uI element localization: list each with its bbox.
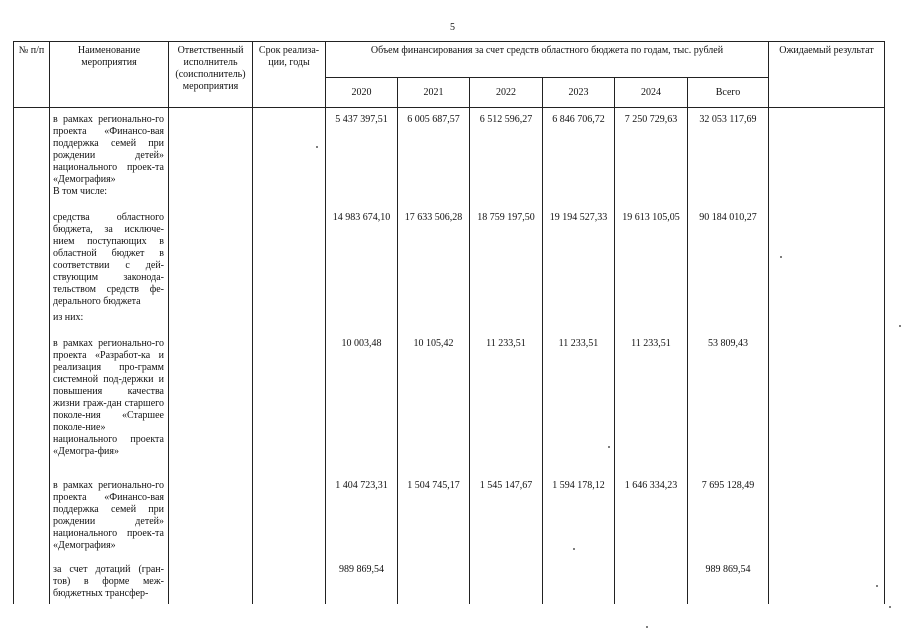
row-name: в рамках регионально-го проекта «Финансо-вая поддержка семей при рождении детей» национального проек-та «Демография» xyxy=(50,476,169,558)
header-funding: Объем финансирования за счет средств областного бюджета по годам, тыс. рублей xyxy=(326,42,769,78)
value-cell xyxy=(615,558,688,604)
value-cell: 1 404 723,31 xyxy=(326,476,398,558)
value-cell: 11 233,51 xyxy=(543,334,615,476)
scan-speck xyxy=(780,256,782,258)
header-year-2020: 2020 xyxy=(326,78,398,108)
header-total: Всего xyxy=(688,78,769,108)
value-cell: 19 613 105,05 xyxy=(615,208,688,312)
value-cell: 989 869,54 xyxy=(688,558,769,604)
scan-speck xyxy=(573,548,575,550)
value-cell: 7 250 729,63 xyxy=(615,108,688,187)
value-cell: 1 646 334,23 xyxy=(615,476,688,558)
funding-table xyxy=(13,41,885,604)
header-result: Ожидаемый результат xyxy=(769,42,885,108)
value-cell: 10 105,42 xyxy=(398,334,470,476)
value-cell: 6 846 706,72 xyxy=(543,108,615,187)
scan-speck xyxy=(316,146,318,148)
scan-speck xyxy=(876,585,878,587)
page-number: 5 xyxy=(450,22,455,33)
value-cell: 19 194 527,33 xyxy=(543,208,615,312)
value-cell xyxy=(470,558,543,604)
scan-speck xyxy=(646,626,648,628)
row-name: В том числе: xyxy=(50,186,169,208)
table-row xyxy=(14,476,885,558)
value-cell: 18 759 197,50 xyxy=(470,208,543,312)
row-name: из них: xyxy=(50,312,169,334)
table-row xyxy=(14,108,885,187)
table-row xyxy=(14,558,885,604)
value-cell: 53 809,43 xyxy=(688,334,769,476)
value-cell: 989 869,54 xyxy=(326,558,398,604)
header-year-2021: 2021 xyxy=(398,78,470,108)
value-cell: 90 184 010,27 xyxy=(688,208,769,312)
scan-speck xyxy=(889,606,891,608)
header-year-2024: 2024 xyxy=(615,78,688,108)
header-responsible: Ответственный исполнитель (соисполнитель) мероприятия xyxy=(169,42,253,108)
value-cell: 6 512 596,27 xyxy=(470,108,543,187)
table-row xyxy=(14,186,885,208)
value-cell xyxy=(543,558,615,604)
value-cell xyxy=(398,558,470,604)
header-period: Срок реализа-ции, годы xyxy=(253,42,326,108)
table-row xyxy=(14,334,885,476)
value-cell: 5 437 397,51 xyxy=(326,108,398,187)
value-cell: 11 233,51 xyxy=(615,334,688,476)
table-row xyxy=(14,208,885,312)
value-cell: 1 545 147,67 xyxy=(470,476,543,558)
scan-speck xyxy=(608,446,610,448)
value-cell: 6 005 687,57 xyxy=(398,108,470,187)
value-cell: 14 983 674,10 xyxy=(326,208,398,312)
value-cell: 17 633 506,28 xyxy=(398,208,470,312)
header-year-2023: 2023 xyxy=(543,78,615,108)
value-cell: 7 695 128,49 xyxy=(688,476,769,558)
row-name: средства областного бюджета, за исключе-нием поступающих в областной бюджет в соответствии с дей-ствующим законода-тельством средств фе-дерального бюджета xyxy=(50,208,169,312)
value-cell: 10 003,48 xyxy=(326,334,398,476)
value-cell: 11 233,51 xyxy=(470,334,543,476)
table-row xyxy=(14,312,885,334)
row-name: за счет дотаций (гран-тов) в форме меж-бюджетных трансфер- xyxy=(50,558,169,604)
header-no: № п/п xyxy=(14,42,50,108)
row-name: в рамках регионально-го проекта «Финансо-вая поддержка семей при рождении детей» национального проек-та «Демография» xyxy=(50,108,169,187)
header-name: Наименование мероприятия xyxy=(50,42,169,108)
value-cell: 1 504 745,17 xyxy=(398,476,470,558)
row-name: в рамках регионально-го проекта «Разработ-ка и реализация про-грамм системной под-держки и повышения качества жизни граж-дан старшего поколе-ния «Старшее поколе-ние» национального проекта «Демогра-фия» xyxy=(50,334,169,476)
value-cell: 1 594 178,12 xyxy=(543,476,615,558)
header-year-2022: 2022 xyxy=(470,78,543,108)
scan-speck xyxy=(899,325,901,327)
value-cell: 32 053 117,69 xyxy=(688,108,769,187)
